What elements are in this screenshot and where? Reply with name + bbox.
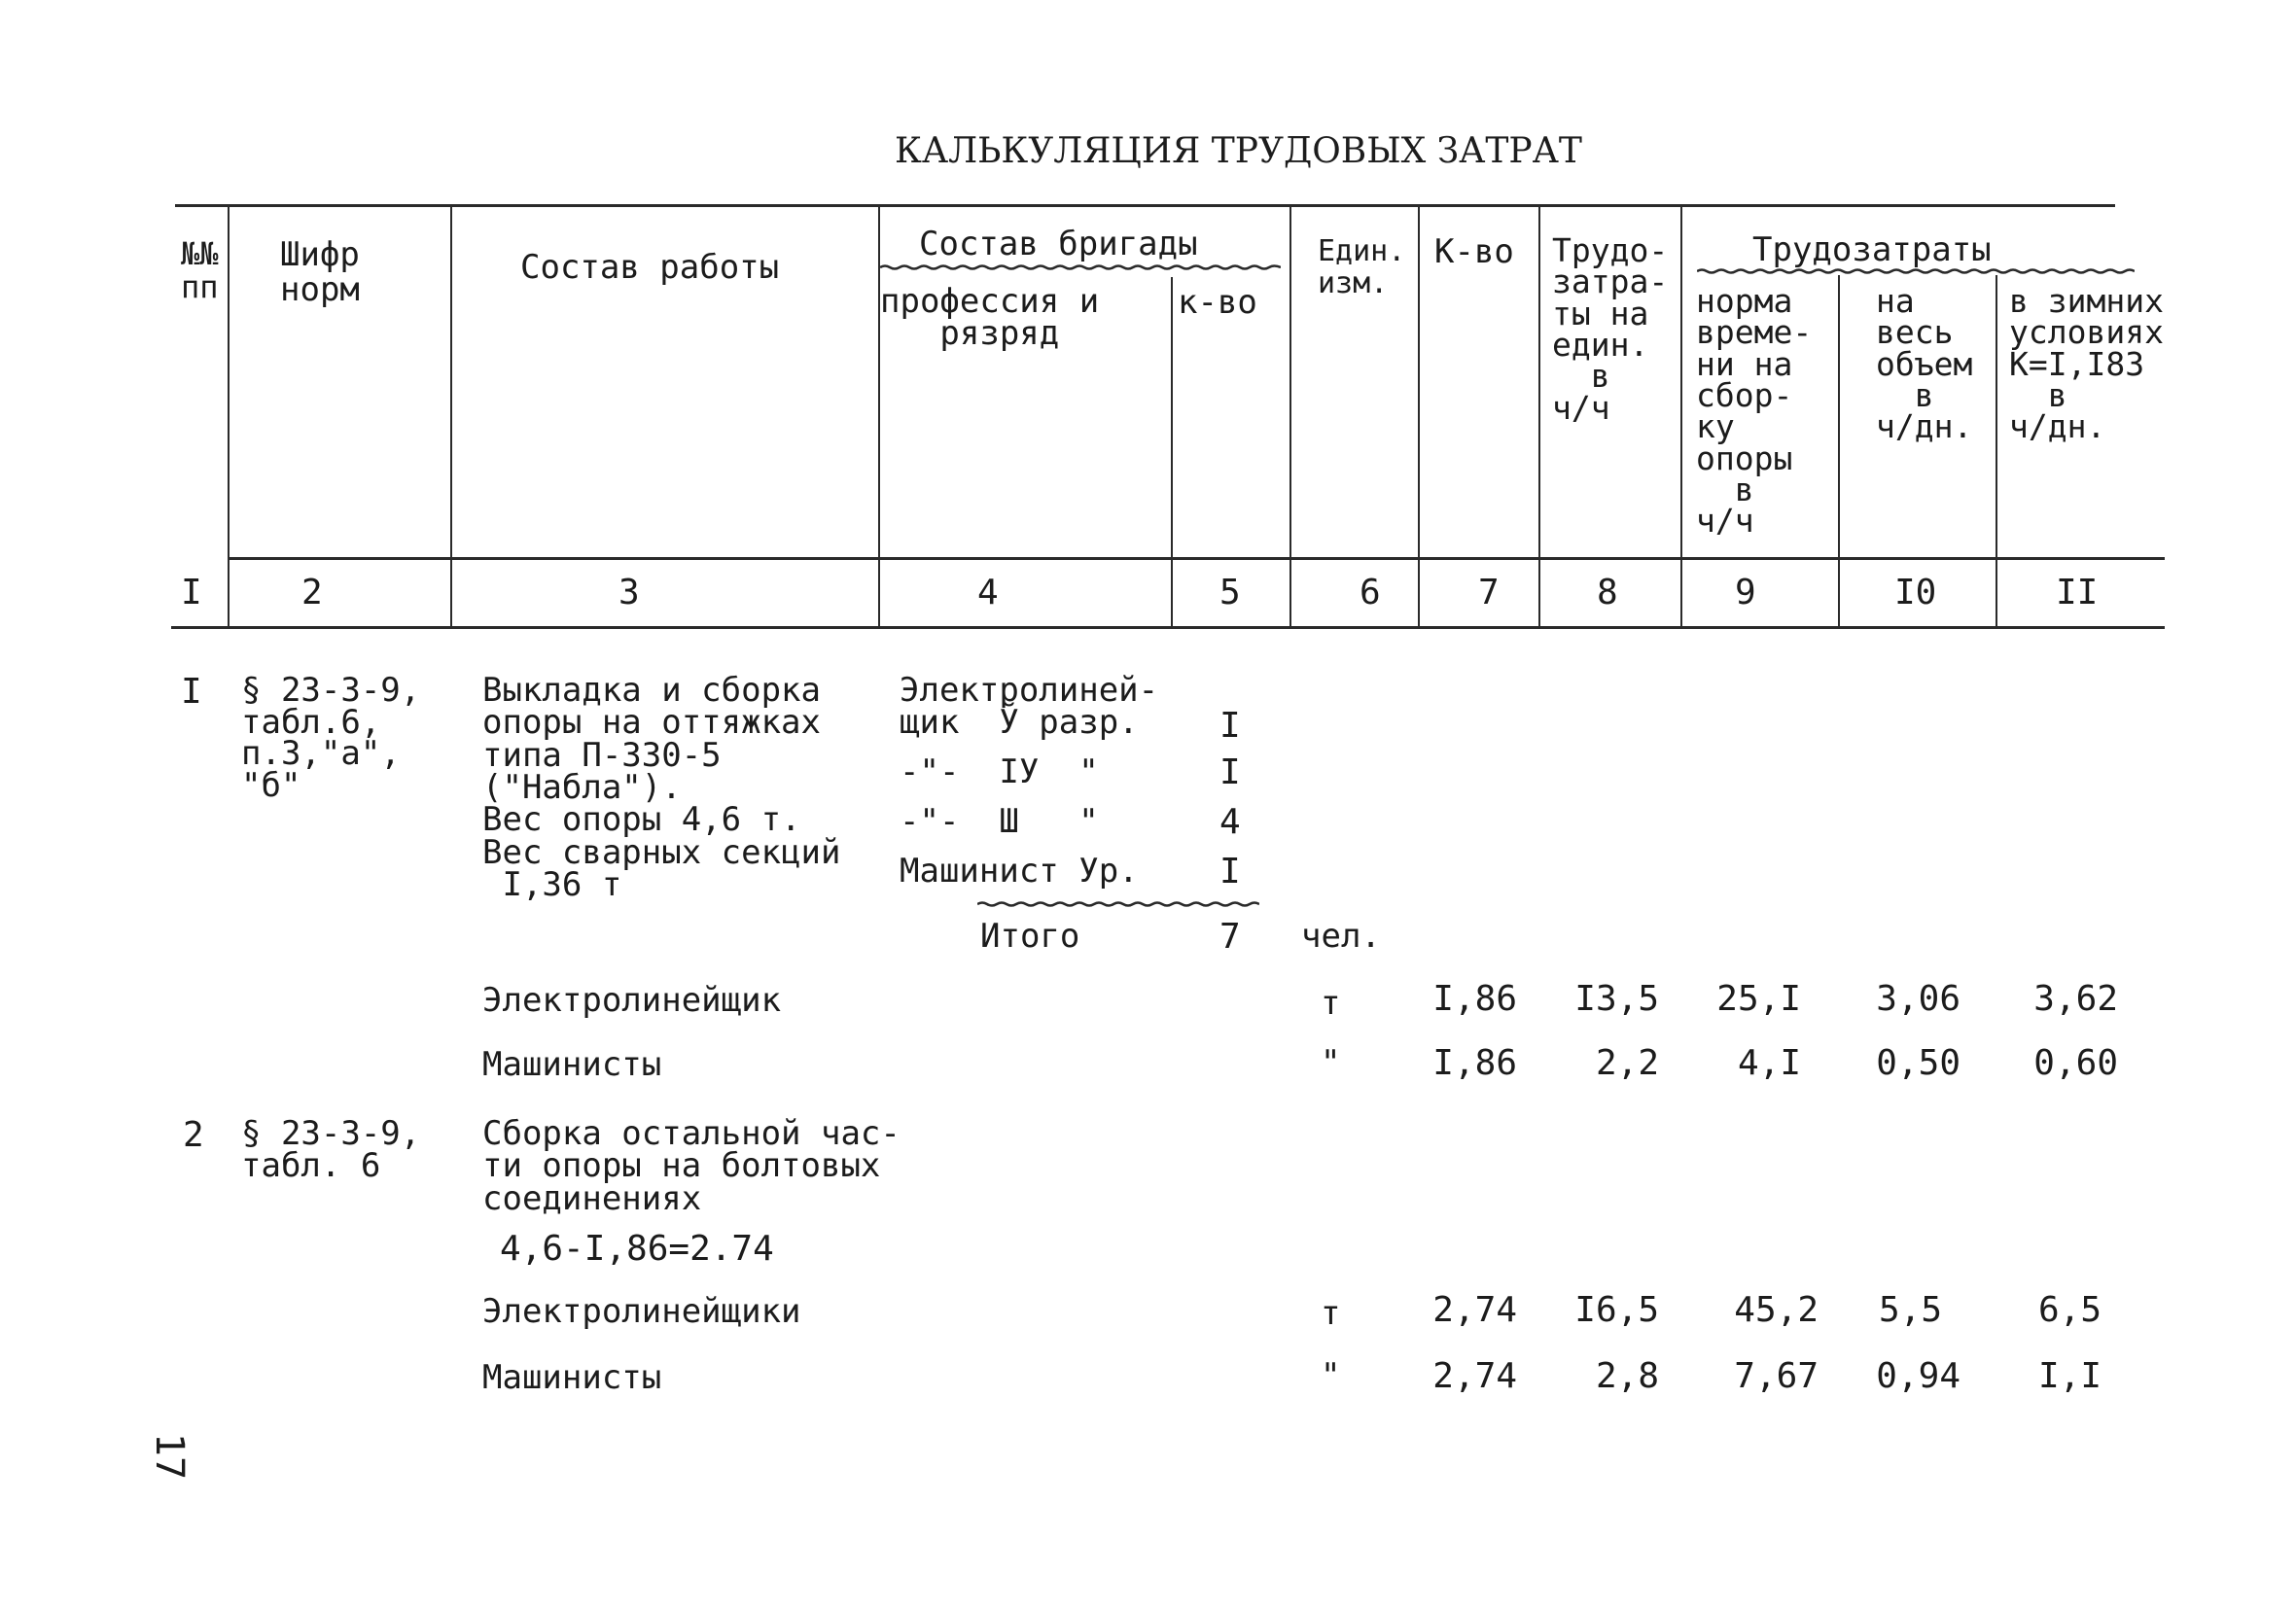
header-col-4: профессия и рязряд	[880, 282, 1100, 354]
col-number-2: 2	[301, 573, 323, 612]
item1-number: I	[181, 672, 202, 712]
item1-code: § 23-3-9, табл.6, п.3,"а", "б"	[241, 671, 421, 805]
header-brigade: Состав бригады	[919, 225, 1198, 263]
item1-row2-qty: I,86	[1432, 1043, 1517, 1083]
item1-row1-unit: т	[1321, 984, 1341, 1023]
header-col-8: Трудо- затра- ты на един. в ч/ч	[1552, 231, 1669, 427]
item2-row1-name: Электролинейщики	[482, 1292, 801, 1331]
item1-row2-name: Машинисты	[482, 1045, 662, 1084]
col-divider-10	[1996, 275, 1997, 626]
header-col-9: норма време- ни на сбор- ку опоры в ч/ч	[1696, 282, 1813, 541]
col-number-8: 8	[1597, 573, 1618, 612]
header-bottom-line	[230, 557, 2165, 560]
col-number-10: I0	[1894, 573, 1937, 612]
item1-work: Выкладка и сборка опоры на оттяжках типа П-330-5 ("Набла"). Вес опоры 4,6 т. Вес сварных секций I,36 т	[482, 671, 841, 904]
page-number: 17	[147, 1432, 193, 1481]
col-number-7: 7	[1478, 573, 1500, 612]
item1-crew-2-prof: -"- IУ "	[900, 752, 1099, 791]
col-divider-6	[1418, 204, 1420, 626]
col-divider-8	[1680, 204, 1682, 626]
item1-row2-unit: "	[1321, 1043, 1341, 1082]
item1-row2-norm: 4,I	[1737, 1043, 1801, 1083]
item2-work: Сборка остальной час- ти опоры на болтовых соединениях	[482, 1114, 901, 1218]
item2-row1-volume: 5,5	[1879, 1290, 1943, 1330]
item2-row2-qty: 2,74	[1432, 1356, 1517, 1396]
item1-row1-winter: 3,62	[2033, 979, 2118, 1019]
header-col-2: Шифр норм	[280, 235, 360, 309]
item2-row1-norm: 45,2	[1734, 1290, 1819, 1330]
item2-number: 2	[183, 1115, 204, 1155]
header-col-1: №№ пп	[181, 235, 219, 305]
header-col-7: К-во	[1434, 232, 1514, 271]
table-top-line	[175, 204, 2115, 207]
col-number-3: 3	[618, 573, 640, 612]
item1-row1-per-unit: I3,5	[1574, 979, 1659, 1019]
item1-crew-2-qty: I	[1219, 752, 1241, 792]
col-divider-5	[1289, 204, 1291, 626]
col-number-line	[171, 626, 2165, 629]
item1-crew-3-qty: 4	[1219, 802, 1241, 842]
item1-total-label: Итого	[980, 917, 1080, 956]
item2-row1-winter: 6,5	[2038, 1290, 2102, 1330]
item1-row2-volume: 0,50	[1876, 1043, 1960, 1083]
item2-row1-per-unit: I6,5	[1574, 1290, 1659, 1330]
col-number-1: I	[181, 573, 202, 612]
page-title: КАЛЬКУЛЯЦИЯ ТРУДОВЫХ ЗАТРАТ	[895, 131, 1582, 171]
item1-row1-volume: 3,06	[1876, 979, 1960, 1019]
col-number-11: II	[2056, 573, 2099, 612]
item2-row2-norm: 7,67	[1734, 1356, 1819, 1396]
header-col-5: к-во	[1178, 283, 1257, 322]
col-number-9: 9	[1735, 573, 1756, 612]
col-divider-7	[1538, 204, 1540, 626]
header-col-6: Един. изм.	[1318, 234, 1406, 300]
item2-row2-unit: "	[1321, 1356, 1341, 1395]
header-labor: Трудозатраты	[1752, 230, 1992, 269]
item1-row2-winter: 0,60	[2033, 1043, 2118, 1083]
item2-row2-volume: 0,94	[1876, 1356, 1960, 1396]
col-divider-1	[228, 204, 230, 626]
item1-row2-per-unit: 2,2	[1595, 1043, 1659, 1083]
item2-row2-winter: I,I	[2038, 1356, 2102, 1396]
item1-crew-1-qty: I	[1219, 706, 1241, 746]
item2-code: § 23-3-9, табл. 6	[241, 1114, 421, 1186]
col-number-4: 4	[977, 573, 999, 612]
item1-total-unit: чел.	[1301, 917, 1381, 956]
item2-calc: 4,6-I,86=2.74	[500, 1229, 774, 1269]
item1-crew-4-qty: I	[1219, 852, 1241, 891]
item1-total-qty: 7	[1219, 917, 1241, 957]
brigade-wavy-line	[880, 264, 1281, 270]
col-divider-4	[1171, 277, 1173, 626]
item1-crew-4-prof: Машинист Ур.	[900, 852, 1139, 891]
col-divider-9	[1838, 275, 1840, 626]
item2-row1-unit: т	[1321, 1294, 1341, 1333]
crew-total-wavy-line	[977, 901, 1259, 907]
item1-crew-3-prof: -"- Ш "	[900, 802, 1099, 841]
col-number-6: 6	[1360, 573, 1381, 612]
item1-crew-1-prof: Электролиней- щик Ў разр.	[900, 671, 1159, 743]
item1-row1-norm: 25,I	[1716, 979, 1801, 1019]
item1-row1-qty: I,86	[1432, 979, 1517, 1019]
item1-row1-name: Электролинейщик	[482, 981, 782, 1020]
header-col-3: Состав работы	[520, 248, 780, 287]
col-number-5: 5	[1219, 573, 1241, 612]
header-col-10: на весь объем в ч/дн.	[1876, 282, 1973, 446]
col-divider-2	[450, 204, 452, 626]
item2-row2-name: Машинисты	[482, 1358, 662, 1397]
item2-row1-qty: 2,74	[1432, 1290, 1517, 1330]
item2-row2-per-unit: 2,8	[1595, 1356, 1659, 1396]
header-col-11: в зимних условиях К=I,I83 в ч/дн.	[2009, 282, 2164, 446]
